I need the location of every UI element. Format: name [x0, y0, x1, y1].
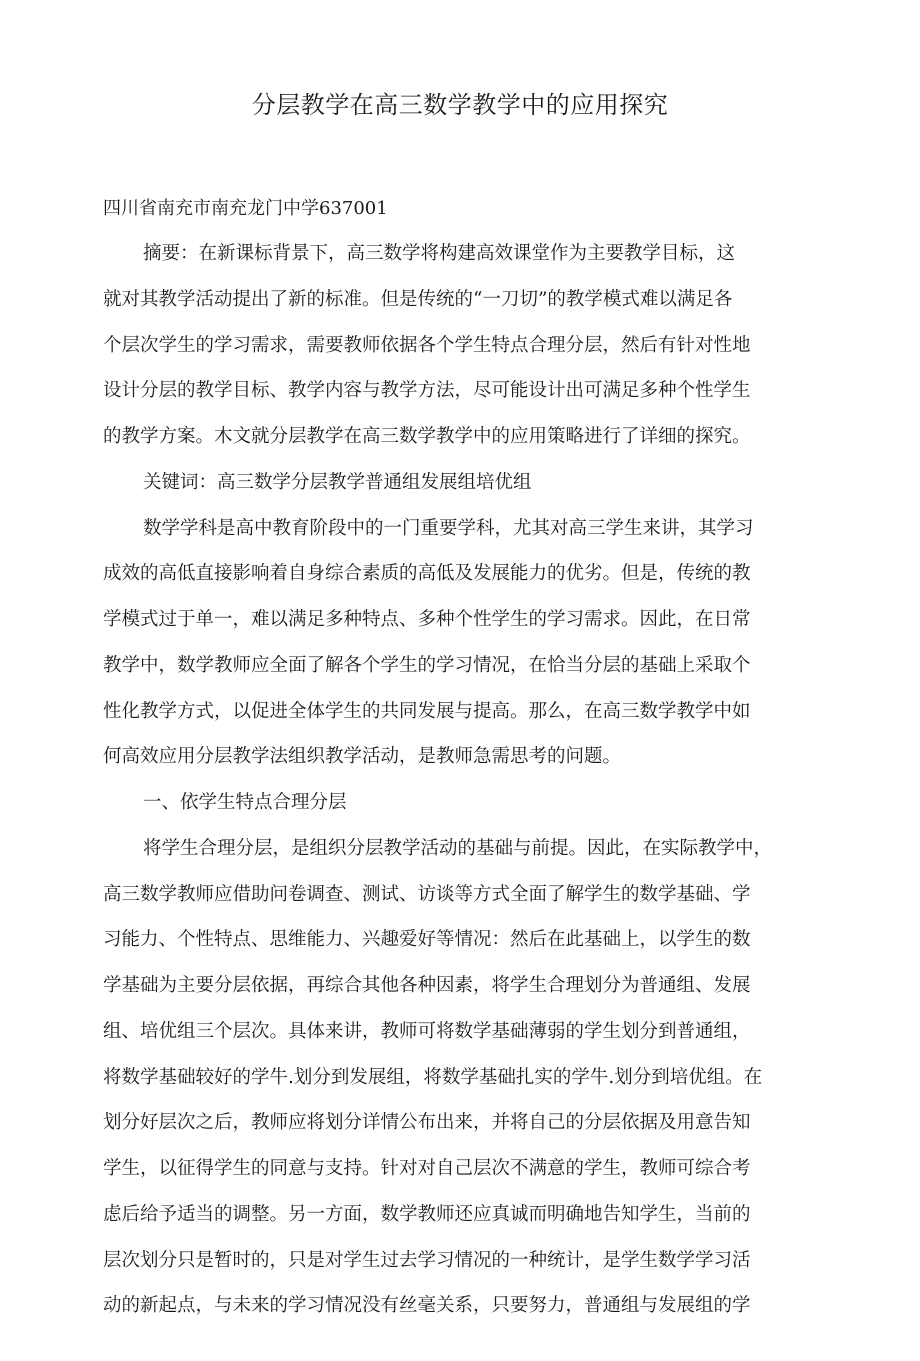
paragraph-line: 成效的高低直接影响着自身综合素质的高低及发展能力的优劣。但是，传统的教 — [103, 563, 751, 585]
paragraph-line: 学生，以征得学生的同意与支持。针对对自己层次不满意的学生，教师可综合考 — [103, 1158, 751, 1179]
abstract-line: 就对其教学活动提出了新的标准。但是传统的“一刀切”的教学模式难以满足各 — [103, 288, 733, 310]
abstract-line: 摘要：在新课标背景下，高三数学将构建高效课堂作为主要教学目标，这 — [143, 243, 736, 264]
author-affiliation: 四川省南充市南充龙门中学637001 — [103, 198, 388, 219]
paragraph-line: 教学中，数学教师应全面了解各个学生的学习情况，在恰当分层的基础上采取个 — [103, 654, 751, 676]
paragraph-line: 划分好层次之后，教师应将划分详情公布出来，并将自己的分层依据及用意告知 — [103, 1112, 751, 1134]
section-heading: 一、依学生特点合理分层 — [143, 792, 347, 813]
paragraph-line: 高三数学教师应借助问卷调查、测试、访谈等方式全面了解学生的数学基础、学 — [103, 883, 751, 905]
document-body — [103, 240, 823, 1338]
paragraph-line: 学基础为主要分层依据，再综合其他各种因素，将学生合理划分为普通组、发展 — [103, 975, 751, 996]
paragraph-line: 动的新起点，与未来的学习情况没有丝毫关系，只要努力，普通组与发展组的学 — [103, 1295, 751, 1317]
document-title: 分层教学在高三数学教学中的应用探究 — [251, 91, 669, 119]
paragraph-line: 将数学基础较好的学牛.划分到发展组，将数学基础扎实的学牛.划分到培优组。在 — [103, 1066, 763, 1088]
paragraph-line: 性化教学方式，以促进全体学生的共同发展与提高。那么，在高三数学教学中如 — [103, 700, 751, 722]
paragraph-line: 组、培优组三个层次。具体来讲，教师可将数学基础薄弱的学生划分到普通组， — [103, 1020, 751, 1042]
paragraph-line: 将学生合理分层，是组织分层教学活动的基础与前提。因此，在实际教学中， — [143, 837, 773, 859]
keywords-line: 关键词：高三数学分层教学普通组发展组培优组 — [143, 471, 532, 493]
abstract-line: 设计分层的教学目标、教学内容与教学方法，尽可能设计出可满足多种个性学生 — [103, 380, 751, 402]
paragraph-line: 何高效应用分层教学法组织教学活动，是教师急需思考的问题。 — [103, 746, 622, 768]
paragraph-line: 习能力、个性特点、思维能力、兴趣爱好等情况：然后在此基础上，以学生的数 — [103, 929, 751, 951]
paragraph-line: 数学学科是高中教育阶段中的一门重要学科，尤其对高三学生来讲，其学习 — [143, 517, 754, 539]
paragraph-line: 虑后给予适当的调整。另一方面，数学教师还应真诚而明确地告知学生，当前的 — [103, 1203, 751, 1225]
paragraph-line: 层次划分只是暂时的，只是对学生过去学习情况的一种统计，是学生数学学习活 — [103, 1249, 751, 1271]
paragraph-line: 学模式过于单一，难以满足多种特点、多种个性学生的学习需求。因此，在日常 — [103, 609, 751, 630]
abstract-line: 的教学方案。木文就分层教学在高三数学教学中的应用策略进行了详细的探究。 — [103, 426, 751, 447]
abstract-line: 个层次学生的学习需求，需要教师依据各个学生特点合理分层，然后有针对性地 — [103, 334, 751, 356]
